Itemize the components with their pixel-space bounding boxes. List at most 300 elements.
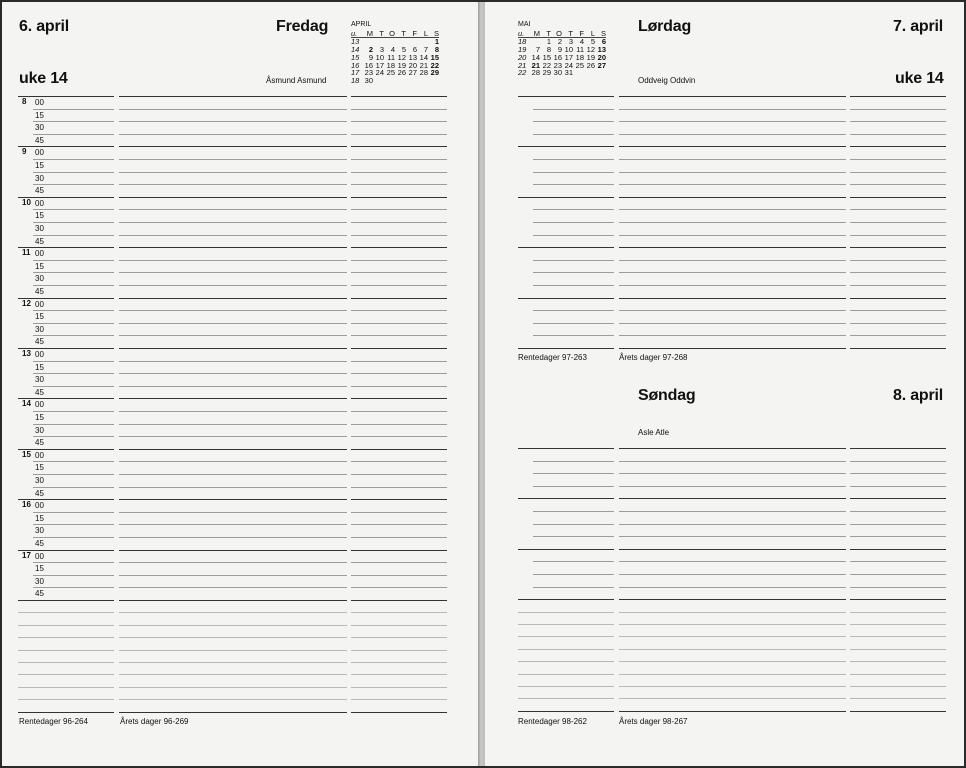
hour-divider <box>119 146 347 147</box>
note-line <box>850 698 946 699</box>
saturday-date: 7. april <box>893 18 943 35</box>
mai-weekday-header: T <box>562 30 573 38</box>
left-weekday: Fredag <box>276 18 329 35</box>
note-line <box>119 662 347 663</box>
mai-weekday-header: u. <box>518 30 529 38</box>
note-line <box>18 662 114 663</box>
quarter-line <box>351 272 447 273</box>
quarter-line <box>533 310 614 311</box>
note-line <box>518 636 614 637</box>
quarter-line <box>351 474 447 475</box>
note-line <box>850 661 946 662</box>
quarter-line <box>619 323 846 324</box>
april-day-cell: 25 <box>386 68 395 78</box>
mai-day-cell: 13 <box>597 45 606 55</box>
note-line <box>518 698 614 699</box>
quarter-line <box>619 524 846 525</box>
sunday-name-day: Asle Atle <box>638 428 670 437</box>
quarter-line <box>850 310 946 311</box>
mai-day-cell: 18 <box>575 52 584 62</box>
hour-label: 9 <box>22 147 27 157</box>
quarter-line <box>33 487 114 488</box>
quarter-line <box>33 361 114 362</box>
quarter-line <box>119 512 347 513</box>
quarter-line <box>533 222 614 223</box>
block-divider <box>850 146 946 147</box>
quarter-line <box>533 561 614 562</box>
hour-divider <box>351 197 447 198</box>
note-line <box>351 699 447 700</box>
april-day-cell: 26 <box>397 68 406 78</box>
minute-label: 45 <box>35 337 44 347</box>
mai-week-number: 19 <box>518 45 527 55</box>
quarter-line <box>850 222 946 223</box>
mai-day-cell: 17 <box>564 52 573 62</box>
quarter-line <box>351 512 447 513</box>
quarter-line <box>119 323 347 324</box>
april-day-cell: 19 <box>397 60 406 70</box>
note-line <box>351 687 447 688</box>
april-week-number: 18 <box>351 75 360 85</box>
note-line <box>619 649 846 650</box>
note-line <box>850 636 946 637</box>
mini-calendar-mai <box>518 21 606 77</box>
april-day-cell: 18 <box>386 60 395 70</box>
quarter-line <box>33 562 114 563</box>
april-day-cell: 5 <box>401 45 406 55</box>
note-line <box>619 636 846 637</box>
quarter-line <box>619 121 846 122</box>
hour-divider <box>351 398 447 399</box>
mai-week-number: 21 <box>518 60 527 70</box>
quarter-line <box>33 109 114 110</box>
quarter-line <box>533 260 614 261</box>
block-divider <box>518 197 614 198</box>
hour-label: 14 <box>22 399 31 409</box>
april-day-cell <box>428 77 439 85</box>
saturday-name-day: Oddveig Oddvin <box>638 76 696 85</box>
april-week-number: 16 <box>351 60 360 70</box>
quarter-line <box>119 411 347 412</box>
quarter-line <box>850 511 946 512</box>
note-line <box>119 712 347 713</box>
quarter-line <box>533 272 614 273</box>
block-divider <box>850 298 946 299</box>
quarter-line <box>533 323 614 324</box>
mai-day-cell: 8 <box>546 45 551 55</box>
hour-divider <box>18 398 114 399</box>
quarter-line <box>119 121 347 122</box>
april-day-cell: 20 <box>408 60 417 70</box>
quarter-line <box>533 159 614 160</box>
quarter-line <box>850 461 946 462</box>
mai-day-cell: 25 <box>575 60 584 70</box>
april-month-label: APRIL <box>351 21 372 28</box>
minute-label: 30 <box>35 274 44 284</box>
mai-day-cell: 9 <box>557 45 562 55</box>
quarter-line <box>850 323 946 324</box>
quarter-line <box>619 159 846 160</box>
mai-day-cell: 19 <box>586 52 595 62</box>
hour-divider <box>119 398 347 399</box>
minute-label: 15 <box>35 161 44 170</box>
hour-divider <box>18 298 114 299</box>
block-divider <box>850 96 946 97</box>
quarter-line <box>533 335 614 336</box>
note-line <box>18 612 114 613</box>
hour-divider <box>119 247 347 248</box>
mai-weekday-header: L <box>584 30 595 38</box>
note-line <box>351 625 447 626</box>
block-divider <box>518 96 614 97</box>
quarter-line <box>33 159 114 160</box>
hour-divider <box>18 96 114 97</box>
quarter-line <box>33 260 114 261</box>
quarter-line <box>850 486 946 487</box>
mai-day-cell: 2 <box>557 37 562 47</box>
quarter-line <box>33 411 114 412</box>
quarter-line <box>33 587 114 588</box>
april-weekday-header: T <box>373 30 384 38</box>
mai-day-cell: 22 <box>542 60 551 70</box>
april-week-number: 15 <box>351 52 360 62</box>
mai-day-cell: 28 <box>531 68 540 78</box>
quarter-line <box>351 386 447 387</box>
minute-label: 15 <box>35 362 44 372</box>
quarter-line <box>119 537 347 538</box>
hour-divider <box>18 247 114 248</box>
quarter-line <box>351 575 447 576</box>
minute-label: 45 <box>35 589 44 599</box>
april-day-cell: 22 <box>430 60 439 70</box>
mai-day-cell: 3 <box>568 37 573 47</box>
note-line <box>850 624 946 625</box>
block-divider <box>619 599 846 600</box>
april-day-cell: 29 <box>430 68 439 78</box>
mai-day-cell: 15 <box>542 52 551 62</box>
sunday-weekday: Søndag <box>638 387 696 404</box>
mai-day-cell: 27 <box>597 60 606 70</box>
minute-label: 00 <box>35 249 44 259</box>
block-divider <box>850 498 946 499</box>
note-line <box>119 650 347 651</box>
hour-label: 8 <box>22 97 27 106</box>
quarter-line <box>533 473 614 474</box>
april-day-cell: 10 <box>375 52 384 62</box>
quarter-line <box>351 411 447 412</box>
note-line <box>119 687 347 688</box>
minute-label: 30 <box>35 576 44 586</box>
quarter-line <box>619 574 846 575</box>
note-line <box>351 662 447 663</box>
note-line <box>518 711 614 712</box>
block-divider <box>850 448 946 449</box>
quarter-line <box>533 285 614 286</box>
hour-divider <box>119 499 347 500</box>
block-divider <box>850 197 946 198</box>
mai-day-cell: 5 <box>590 37 595 47</box>
note-line <box>18 674 114 675</box>
block-divider <box>619 498 846 499</box>
block-divider <box>518 498 614 499</box>
quarter-line <box>33 461 114 462</box>
minute-label: 15 <box>35 261 44 271</box>
note-line <box>518 624 614 625</box>
block-divider <box>619 298 846 299</box>
block-divider <box>619 549 846 550</box>
quarter-line <box>33 272 114 273</box>
quarter-line <box>850 159 946 160</box>
quarter-line <box>850 209 946 210</box>
hour-label: 15 <box>22 449 31 459</box>
mai-day-cell: 6 <box>601 37 606 47</box>
quarter-line <box>351 461 447 462</box>
hour-label: 16 <box>22 500 31 510</box>
april-day-cell: 1 <box>434 37 439 47</box>
right-page <box>485 2 964 766</box>
april-weekday-header: T <box>395 30 406 38</box>
quarter-line <box>351 487 447 488</box>
note-line <box>619 612 846 613</box>
quarter-line <box>351 260 447 261</box>
mai-week-number: 20 <box>518 52 527 62</box>
note-line <box>850 711 946 712</box>
hour-divider <box>119 449 347 450</box>
quarter-line <box>119 562 347 563</box>
quarter-line <box>351 310 447 311</box>
hour-divider <box>18 550 114 551</box>
block-divider <box>850 549 946 550</box>
note-line <box>351 637 447 638</box>
note-line <box>619 686 846 687</box>
block-divider <box>518 146 614 147</box>
quarter-line <box>33 575 114 576</box>
april-day-cell: 15 <box>430 52 439 62</box>
minute-label: 15 <box>35 513 44 523</box>
quarter-line <box>351 109 447 110</box>
mai-day-cell: 11 <box>576 45 584 55</box>
quarter-line <box>619 134 846 135</box>
quarter-line <box>850 587 946 588</box>
quarter-line <box>119 461 347 462</box>
quarter-line <box>33 537 114 538</box>
quarter-line <box>850 121 946 122</box>
april-day-cell: 11 <box>387 52 395 62</box>
quarter-line <box>619 561 846 562</box>
quarter-line <box>619 461 846 462</box>
minute-label: 30 <box>35 476 44 485</box>
note-line <box>850 649 946 650</box>
quarter-line <box>850 272 946 273</box>
april-day-cell: 23 <box>364 68 373 78</box>
quarter-line <box>119 260 347 261</box>
quarter-line <box>351 222 447 223</box>
quarter-line <box>850 109 946 110</box>
april-weekday-header: O <box>384 30 395 38</box>
note-line <box>619 624 846 625</box>
quarter-line <box>351 537 447 538</box>
book-gutter <box>478 2 485 766</box>
quarter-line <box>619 511 846 512</box>
minute-label: 00 <box>35 551 44 561</box>
april-day-cell <box>373 77 384 85</box>
note-line <box>18 687 114 688</box>
quarter-line <box>119 184 347 185</box>
note-line <box>619 698 846 699</box>
hour-divider <box>18 197 114 198</box>
minute-label: 45 <box>35 236 44 246</box>
april-day-cell: 3 <box>379 45 384 55</box>
hour-label: 11 <box>22 248 31 258</box>
quarter-line <box>533 486 614 487</box>
quarter-line <box>351 373 447 374</box>
minute-label: 45 <box>35 287 44 296</box>
quarter-line <box>850 561 946 562</box>
note-line <box>850 612 946 613</box>
hour-divider <box>18 348 114 349</box>
quarter-line <box>33 323 114 324</box>
quarter-line <box>619 486 846 487</box>
hour-divider <box>18 449 114 450</box>
april-weekday-header: u. <box>351 30 362 38</box>
mai-day-cell: 4 <box>579 37 584 47</box>
minute-label: 45 <box>35 539 44 548</box>
hour-label: 17 <box>22 550 31 560</box>
minute-label: 00 <box>35 98 44 107</box>
note-line <box>518 674 614 675</box>
quarter-line <box>119 524 347 525</box>
quarter-line <box>33 310 114 311</box>
hour-divider <box>351 96 447 97</box>
hour-divider <box>351 499 447 500</box>
saturday-week-number: uke 14 <box>895 70 944 87</box>
april-day-cell: 6 <box>412 45 417 55</box>
quarter-line <box>850 536 946 537</box>
quarter-line <box>533 172 614 173</box>
quarter-line <box>850 172 946 173</box>
quarter-line <box>33 222 114 223</box>
mai-day-cell: 20 <box>597 52 606 62</box>
saturday-weekday: Lørdag <box>638 18 692 35</box>
quarter-line <box>33 512 114 513</box>
quarter-line <box>619 272 846 273</box>
mai-day-cell: 12 <box>586 45 595 55</box>
quarter-line <box>119 209 347 210</box>
minute-label: 30 <box>35 526 44 536</box>
hour-divider <box>119 550 347 551</box>
quarter-line <box>850 134 946 135</box>
quarter-line <box>351 235 447 236</box>
saturday-footer-aarets-dager: Årets dager 97-268 <box>619 353 688 362</box>
mai-day-cell: 7 <box>535 45 540 55</box>
quarter-line <box>533 184 614 185</box>
april-day-cell: 9 <box>368 52 373 62</box>
april-weekday-header: F <box>406 30 417 38</box>
minute-label: 15 <box>35 413 44 422</box>
note-line <box>18 625 114 626</box>
hour-divider <box>351 146 447 147</box>
quarter-line <box>119 335 347 336</box>
note-line <box>518 612 614 613</box>
april-day-cell <box>384 77 395 85</box>
quarter-line <box>850 184 946 185</box>
minute-label: 30 <box>35 324 44 334</box>
mai-day-cell: 1 <box>546 37 551 47</box>
mai-day-cell <box>584 69 595 77</box>
mai-day-cell <box>595 69 606 77</box>
minute-label: 00 <box>35 400 44 410</box>
quarter-line <box>33 209 114 210</box>
hour-label: 10 <box>22 197 31 207</box>
note-line <box>619 661 846 662</box>
quarter-line <box>119 587 347 588</box>
minute-label: 45 <box>35 135 44 145</box>
april-day-cell: 27 <box>408 68 417 78</box>
mai-weekday-header: O <box>551 30 562 38</box>
quarter-line <box>119 285 347 286</box>
note-line <box>18 699 114 700</box>
left-footer-rentedager: Rentedager 96-264 <box>19 717 88 726</box>
block-divider <box>518 348 614 349</box>
quarter-line <box>619 536 846 537</box>
quarter-line <box>351 436 447 437</box>
quarter-line <box>533 121 614 122</box>
quarter-line <box>33 424 114 425</box>
minute-label: 30 <box>35 173 44 183</box>
mai-weekday-header: S <box>595 30 606 38</box>
note-line <box>18 712 114 713</box>
minute-label: 00 <box>35 299 44 309</box>
note-line <box>518 686 614 687</box>
block-divider <box>518 298 614 299</box>
quarter-line <box>33 235 114 236</box>
quarter-line <box>351 134 447 135</box>
quarter-line <box>119 373 347 374</box>
minute-label: 00 <box>35 450 44 460</box>
note-line <box>850 686 946 687</box>
note-line <box>518 661 614 662</box>
hour-divider <box>351 298 447 299</box>
quarter-line <box>119 134 347 135</box>
left-date: 6. april <box>19 18 69 35</box>
quarter-line <box>533 536 614 537</box>
quarter-line <box>351 562 447 563</box>
hour-divider <box>119 600 347 601</box>
hour-divider <box>351 247 447 248</box>
quarter-line <box>850 335 946 336</box>
hour-divider <box>351 449 447 450</box>
left-name-day: Åsmund Asmund <box>266 76 327 85</box>
quarter-line <box>619 260 846 261</box>
mai-day-cell: 24 <box>564 60 573 70</box>
hour-divider <box>18 499 114 500</box>
quarter-line <box>33 436 114 437</box>
hour-label: 13 <box>22 349 31 358</box>
quarter-line <box>850 524 946 525</box>
mai-day-cell <box>573 69 584 77</box>
quarter-line <box>533 209 614 210</box>
minute-label: 15 <box>35 463 44 473</box>
quarter-line <box>119 272 347 273</box>
minute-label: 00 <box>35 148 44 158</box>
quarter-line <box>619 335 846 336</box>
minute-label: 30 <box>35 375 44 385</box>
minute-label: 45 <box>35 186 44 196</box>
quarter-line <box>533 235 614 236</box>
quarter-line <box>850 260 946 261</box>
quarter-line <box>119 474 347 475</box>
mai-weekday-header: T <box>540 30 551 38</box>
